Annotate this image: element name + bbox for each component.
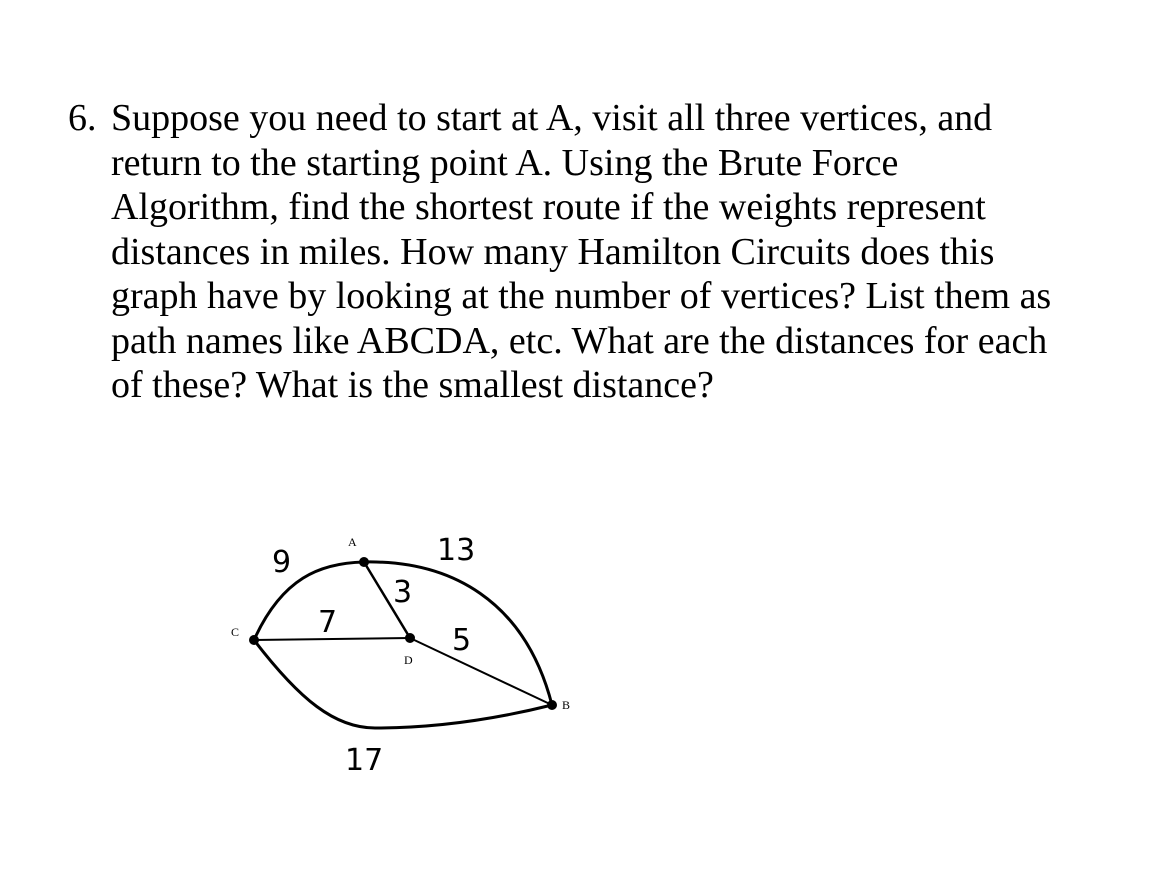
question-line-5: graph have by looking at the number of vertices? List them as <box>111 275 1052 317</box>
weight-label-c-d: 7 <box>318 605 338 640</box>
edge-a-c <box>254 562 364 640</box>
vertex-label-c: C <box>231 625 240 639</box>
vertex-label-b: B <box>562 698 571 712</box>
weight-label-a-c: 9 <box>272 545 292 580</box>
question-line-2: return to the starting point A. Using the Brute Force <box>111 141 899 184</box>
question-line-3: Algorithm, find the shortest route if the weights represent <box>111 186 986 228</box>
question-line-6: path names like ABCDA, etc. What are the distances for each <box>111 319 1048 362</box>
weight-label-d-b: 5 <box>452 623 472 658</box>
vertex-c <box>249 635 259 645</box>
question-line-1: 6. Suppose you need to start at A, visit all three vertices, and <box>68 97 993 139</box>
vertex-label-d: D <box>404 653 413 667</box>
vertex-d <box>405 633 415 643</box>
weight-label-a-d: 3 <box>393 575 413 610</box>
question-number: 6. <box>68 97 97 139</box>
question-line-4: distances in miles. How many Hamilton Circuits does this <box>111 230 995 273</box>
weight-label-a-b: 13 <box>437 533 476 568</box>
weight-label-c-b: 17 <box>345 743 384 778</box>
question-line-7: of these? What is the smallest distance? <box>111 364 714 406</box>
vertex-b <box>547 700 557 710</box>
vertex-a <box>359 557 369 567</box>
vertex-label-a: A <box>348 535 357 549</box>
